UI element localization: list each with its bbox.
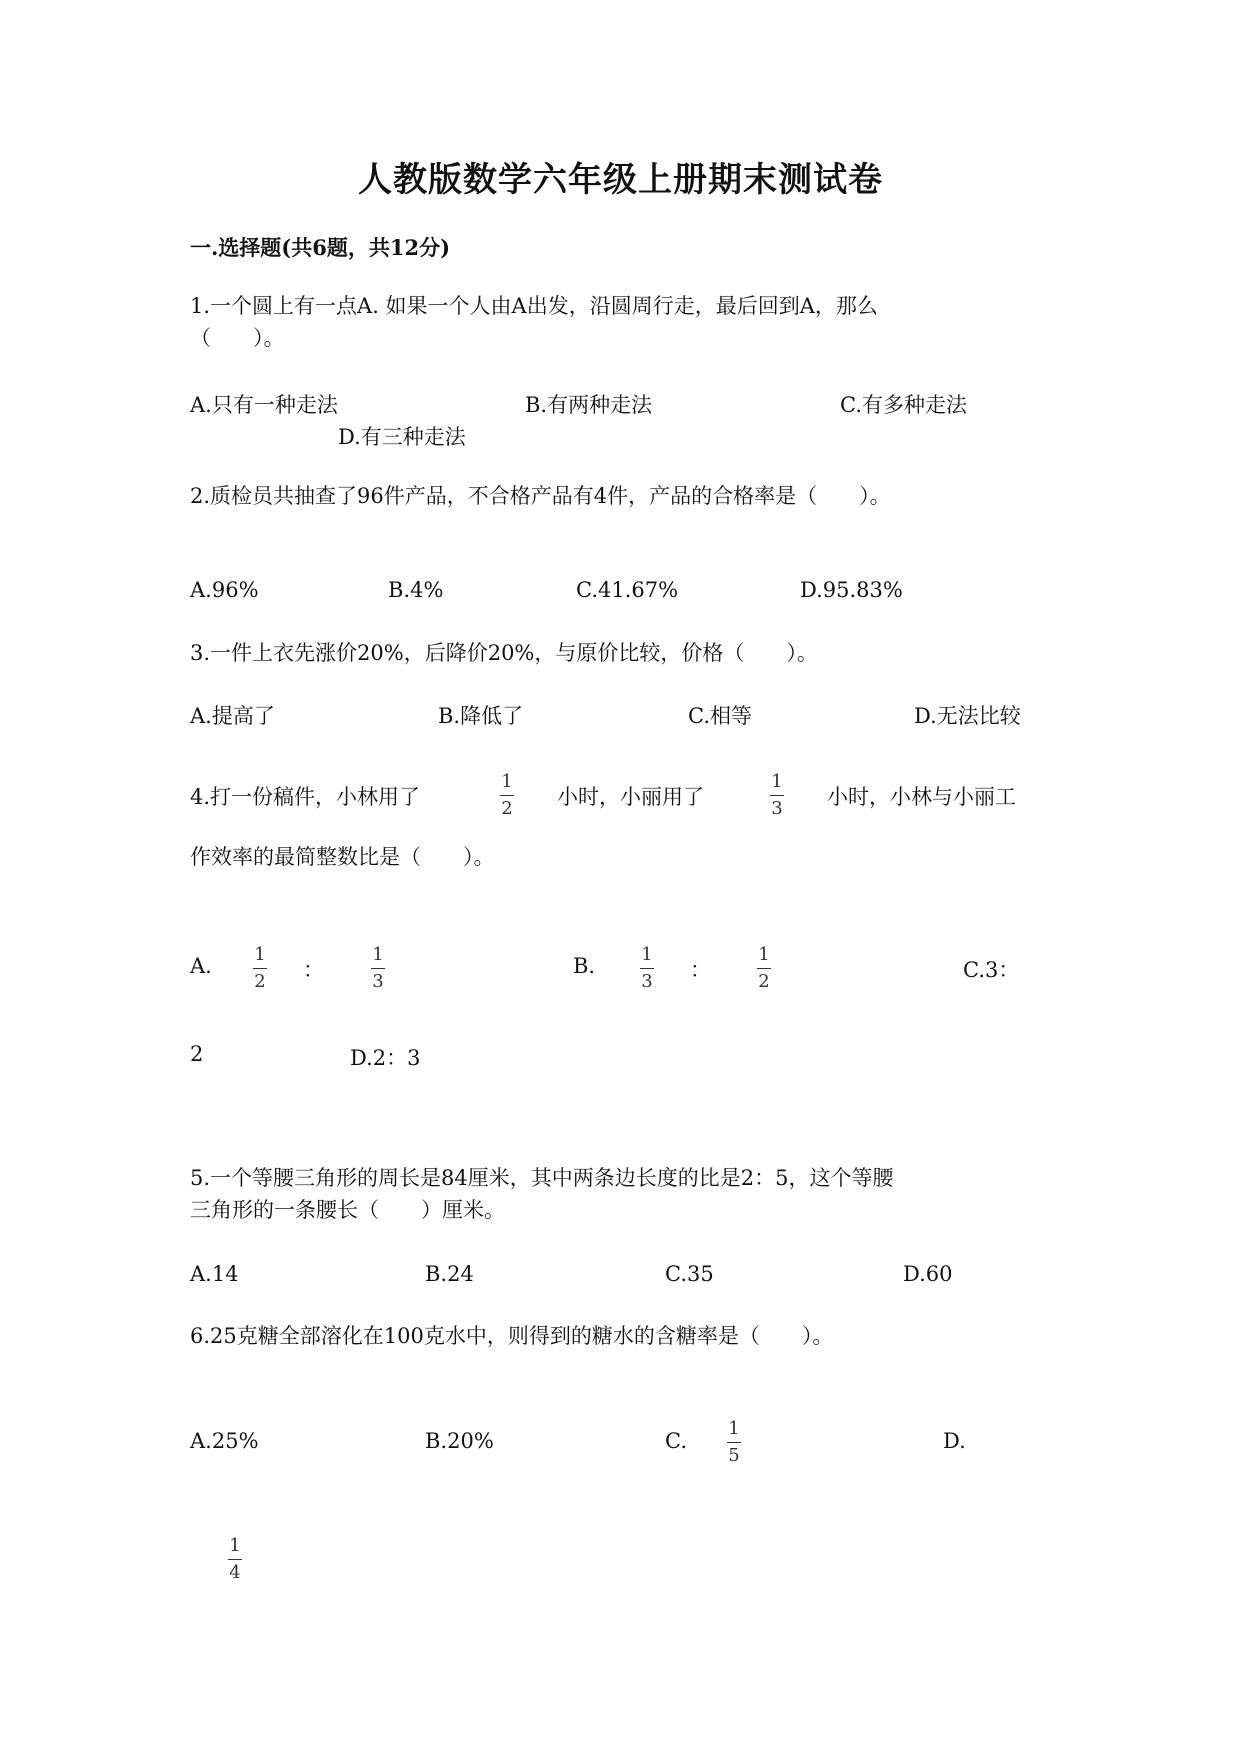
q3-option-c[interactable]: C.相等 <box>688 704 752 728</box>
question-5-line-2: 三角形的一条腰长（ ）厘米。 <box>190 1198 505 1222</box>
fraction-one-third <box>371 944 385 993</box>
question-1-line-2: （ ）。 <box>190 326 285 350</box>
q2-option-d[interactable]: D.95.83% <box>800 578 903 602</box>
q3-option-b[interactable]: B.降低了 <box>438 704 524 728</box>
fraction-one-fifth <box>727 1418 741 1467</box>
ratio-colon: ： <box>303 958 324 982</box>
q3-option-d[interactable]: D.无法比较 <box>914 704 1021 728</box>
q3-option-a[interactable]: A.提高了 <box>190 704 275 728</box>
fraction-one-third <box>640 944 654 993</box>
q4-option-c-continued[interactable]: 2 <box>190 1042 204 1066</box>
denominator: 2 <box>501 798 513 819</box>
fraction-one-half <box>500 771 514 820</box>
option-c-label: C. <box>665 1429 687 1453</box>
q5-option-c[interactable]: C.35 <box>665 1262 714 1286</box>
q1-option-b[interactable]: B.有两种走法 <box>525 393 653 417</box>
question-4-part-2: 小时，小丽用了 <box>557 785 704 809</box>
fraction-one-quarter[interactable] <box>228 1535 242 1584</box>
question-3-text: 3.一件上衣先涨价20%，后降价20%，与原价比较，价格（ ）。 <box>190 641 818 665</box>
q2-option-a[interactable]: A.96% <box>190 578 259 602</box>
q6-option-a[interactable]: A.25% <box>190 1429 259 1453</box>
page-title: 人教版数学六年级上册期末测试卷 <box>358 160 883 200</box>
fraction-one-half <box>253 944 267 993</box>
q6-option-d[interactable]: D. <box>943 1429 966 1453</box>
option-b-label: B. <box>573 954 596 978</box>
question-4-part-3: 小时，小林与小丽工 <box>827 785 1016 809</box>
question-5-line-1: 5.一个等腰三角形的周长是84厘米，其中两条边长度的比是2：5，这个等腰 <box>190 1166 894 1190</box>
denominator: 4 <box>229 1562 241 1583</box>
numerator: 1 <box>641 944 653 965</box>
q4-option-d[interactable]: D.2：3 <box>350 1046 421 1070</box>
question-1-line-1: 1.一个圆上有一点A. 如果一个人由A出发，沿圆周行走，最后回到A，那么 <box>190 294 878 318</box>
denominator: 5 <box>728 1445 740 1466</box>
numerator: 1 <box>771 771 783 792</box>
numerator: 1 <box>728 1418 740 1439</box>
q1-option-c[interactable]: C.有多种走法 <box>840 393 967 417</box>
q6-option-b[interactable]: B.20% <box>425 1429 494 1453</box>
fraction-one-half <box>757 944 771 993</box>
question-6-text: 6.25克糖全部溶化在100克水中，则得到的糖水的含糖率是（ ）。 <box>190 1324 834 1348</box>
q5-option-a[interactable]: A.14 <box>190 1262 239 1286</box>
denominator: 2 <box>254 971 266 992</box>
question-2-text: 2.质检员共抽查了96件产品，不合格产品有4件，产品的合格率是（ ）。 <box>190 484 891 508</box>
denominator: 3 <box>771 798 783 819</box>
q4-option-c[interactable]: C.3： <box>963 958 1020 982</box>
numerator: 1 <box>254 944 266 965</box>
denominator: 3 <box>372 971 384 992</box>
denominator: 3 <box>641 971 653 992</box>
q2-option-b[interactable]: B.4% <box>388 578 444 602</box>
q5-option-d[interactable]: D.60 <box>903 1262 953 1286</box>
ratio-colon: ： <box>690 958 711 982</box>
q2-option-c[interactable]: C.41.67% <box>576 578 679 602</box>
numerator: 1 <box>229 1535 241 1556</box>
q1-option-a[interactable]: A.只有一种走法 <box>190 393 338 417</box>
fraction-one-third <box>770 771 784 820</box>
numerator: 1 <box>372 944 384 965</box>
q5-option-b[interactable]: B.24 <box>425 1262 474 1286</box>
question-4-part-1: 4.打一份稿件，小林用了 <box>190 785 421 809</box>
numerator: 1 <box>758 944 770 965</box>
denominator: 2 <box>758 971 770 992</box>
numerator: 1 <box>501 771 513 792</box>
q1-option-d[interactable]: D.有三种走法 <box>338 425 466 449</box>
section-heading: 一.选择题(共6题，共12分) <box>190 235 451 260</box>
option-a-label: A. <box>190 954 212 978</box>
question-4-line-2: 作效率的最简整数比是（ ）。 <box>190 845 495 869</box>
